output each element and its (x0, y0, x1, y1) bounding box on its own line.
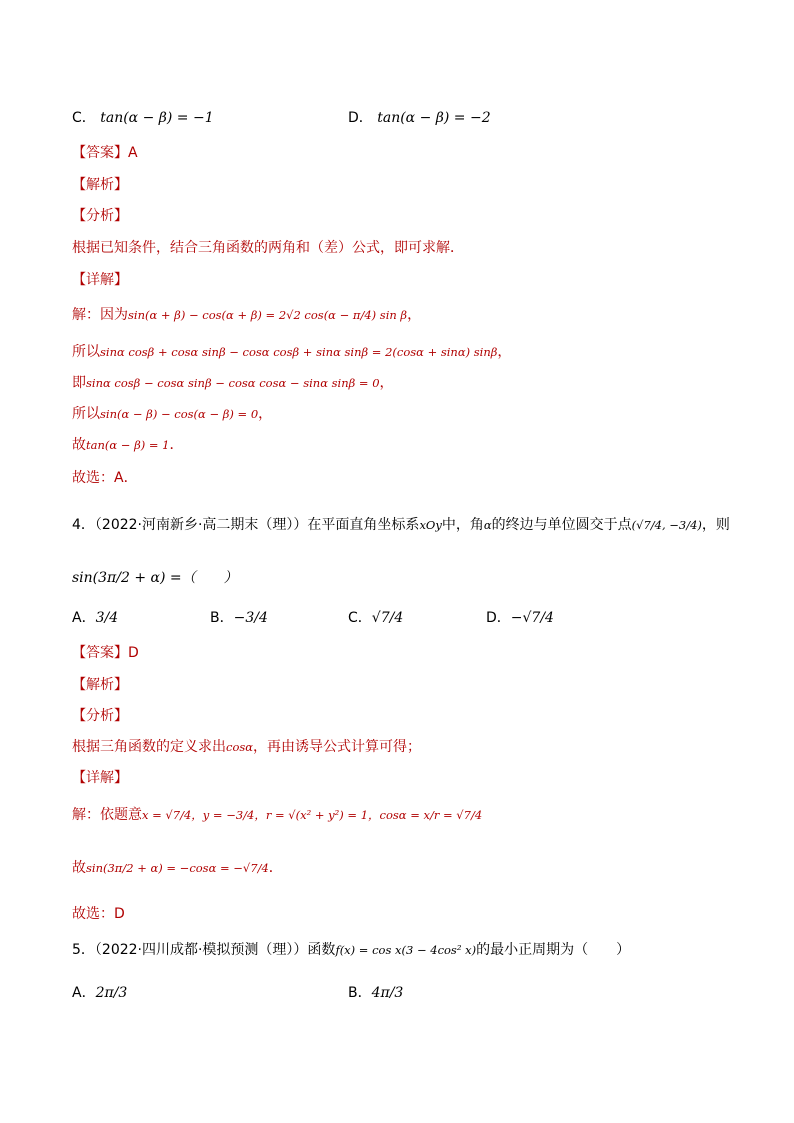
text: 故 (72, 437, 86, 453)
point-formula: (√7/4, −3/4) (631, 518, 702, 532)
q5-stem (72, 940, 630, 960)
option-formula: −3/4 (233, 610, 268, 626)
formula: x = √7/4，y = −3/4，r = √(x² + y²) = 1，cosα = x/r = √7/4 (142, 808, 483, 822)
q4-option-d (486, 607, 554, 627)
q4-detail-heading: 【详解】 (72, 770, 128, 786)
q3-answer (72, 143, 138, 163)
q4-option-c (348, 607, 403, 627)
formula: f(x) = cos x(3 − 4cos² x) (335, 943, 477, 957)
q3-fenxi-heading: 【分析】 (72, 208, 128, 224)
q3-detail-line-1 (72, 305, 421, 325)
q3-detail-line-4 (72, 404, 272, 424)
q4-option-b (210, 607, 268, 627)
text: ， (379, 375, 394, 391)
q3-option-c (72, 107, 214, 127)
q5-option-a (72, 982, 127, 1002)
text: 5．（2022·四川成都·模拟预测（理））函数 (72, 942, 336, 958)
q4-analysis-heading: 【解析】 (72, 677, 128, 693)
text: ， (407, 307, 422, 323)
q4-expression (72, 568, 238, 588)
answer-value: A (128, 145, 138, 161)
text: 的终边与单位圆交于点 (491, 517, 632, 533)
text: 的最小正周期为（ ） (476, 942, 631, 958)
option-label: D． (348, 110, 373, 126)
q3-detail-line-5 (72, 435, 183, 455)
text: 故 (72, 860, 86, 876)
answer-label: 【答案】 (72, 145, 128, 161)
q3-fenxi-text: 根据已知条件，结合三角函数的两角和（差）公式，即可求解． (72, 240, 464, 256)
answer-value: D (128, 645, 139, 661)
option-formula: tan(α − β) = −2 (377, 110, 491, 126)
q4-choose: 故选：D (72, 906, 125, 922)
text: ，则 (701, 517, 730, 533)
formula: xOy (419, 518, 442, 532)
formula: sin(3π/2 + α) = −cosα = −√7/4 (86, 861, 269, 875)
text: 所以 (72, 344, 100, 360)
formula: sinα cosβ + cosα sinβ − cosα cosβ + sinα sinβ = 2(cosα + sinα) sinβ (100, 345, 498, 359)
formula: sin(α − β) − cos(α − β) = 0 (100, 407, 259, 421)
text: 4．（2022·河南新乡·高二期末（理））在平面直角坐标系 (72, 517, 420, 533)
option-formula: −√7/4 (510, 610, 554, 626)
formula: sinα cosβ − cosα sinβ − cosα cosα − sinα sinβ = 0 (86, 376, 380, 390)
option-label: B． (210, 610, 234, 626)
text: 中，角 (441, 517, 484, 533)
q4-stem (72, 515, 730, 535)
text: 即 (72, 375, 86, 391)
option-formula: √7/4 (371, 610, 404, 626)
option-formula: 2π/3 (95, 985, 128, 1001)
option-formula: 4π/3 (371, 985, 404, 1001)
text: 解：依题意 (72, 807, 142, 823)
option-label: A． (72, 985, 96, 1001)
option-formula: 3/4 (95, 610, 119, 626)
option-label: B． (348, 985, 372, 1001)
q3-choose: 故选：A． (72, 470, 138, 486)
text: ， (497, 344, 512, 360)
formula: tan(α − β) = 1 (86, 438, 170, 452)
q3-detail-line-3 (72, 373, 394, 393)
text: 解：因为 (72, 307, 128, 323)
text: ． (268, 860, 283, 876)
option-formula: tan(α − β) = −1 (100, 110, 214, 126)
answer-label: 【答案】 (72, 645, 128, 661)
text: ， (258, 406, 273, 422)
formula: sin(α + β) − cos(α + β) = 2√2 cos(α − π/4) sin β (128, 308, 408, 322)
text: ，再由诱导公式计算可得； (253, 739, 422, 755)
formula: α (483, 518, 492, 532)
q4-option-a (72, 607, 118, 627)
q3-detail-line-2 (72, 342, 511, 362)
q4-detail-line-1 (72, 805, 482, 825)
q3-analysis-heading: 【解析】 (72, 177, 128, 193)
q3-option-d (348, 107, 491, 127)
text: 所以 (72, 406, 100, 422)
q4-answer (72, 643, 139, 663)
option-label: D． (486, 610, 511, 626)
option-label: C． (348, 610, 372, 626)
formula: sin(3π/2 + α) =（ ） (72, 570, 238, 586)
formula: cosα (226, 740, 254, 754)
text: 根据三角函数的定义求出 (72, 739, 226, 755)
q4-detail-line-2 (72, 858, 283, 878)
q4-fenxi-heading: 【分析】 (72, 708, 128, 724)
q4-fenxi-text (72, 737, 421, 757)
option-label: C． (72, 110, 96, 126)
q3-detail-heading: 【详解】 (72, 272, 128, 288)
text: ． (169, 437, 184, 453)
option-label: A． (72, 610, 96, 626)
q5-option-b (348, 982, 403, 1002)
